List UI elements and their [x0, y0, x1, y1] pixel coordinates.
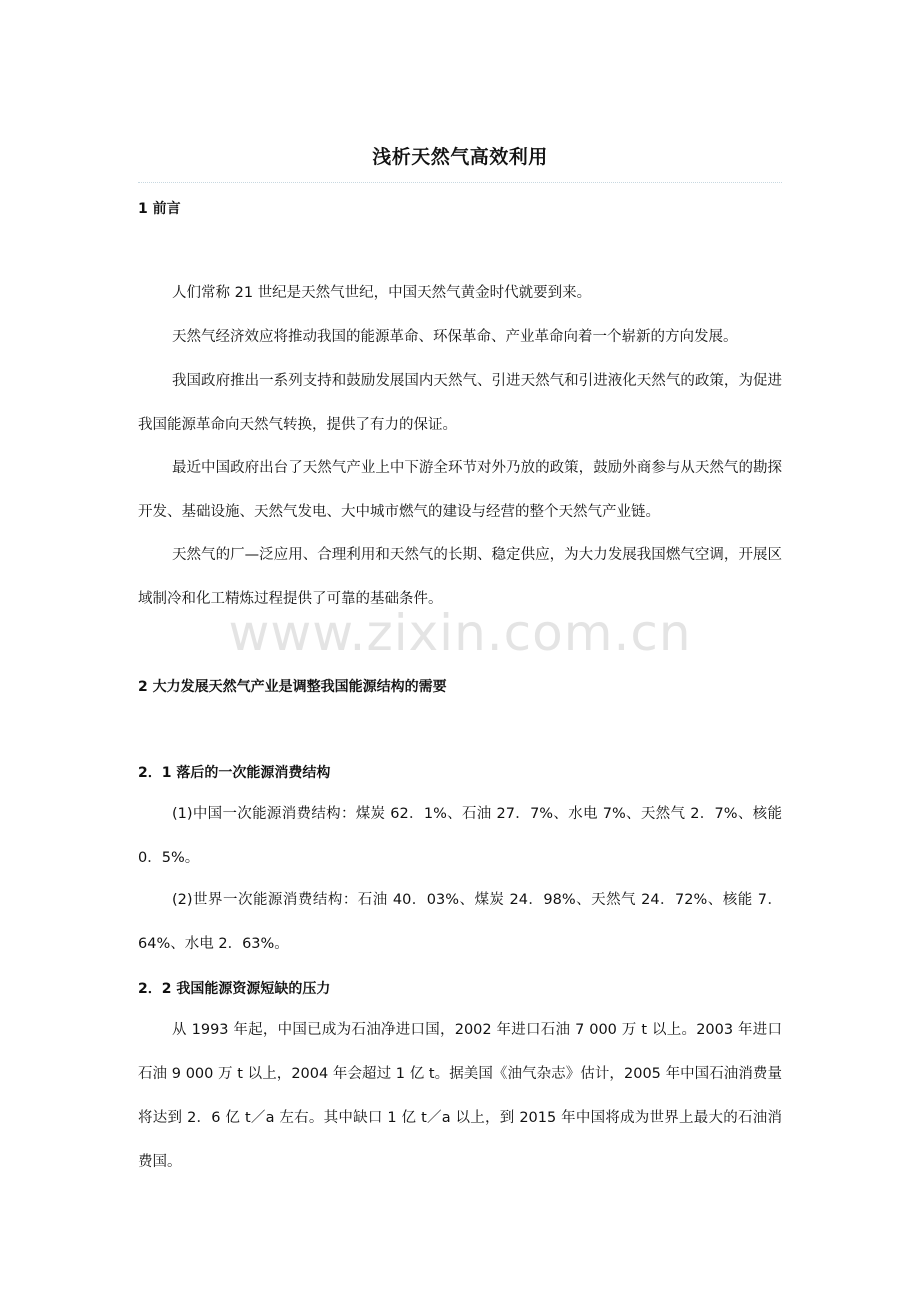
paragraph: 最近中国政府出台了天然气产业上中下游全环节对外乃放的政策，鼓励外商参与从天然气的勘探开发、基础设施、天然气发电、大中城市燃气的建设与经营的整个天然气产业链。 [138, 460, 782, 520]
paragraph: 我国政府推出一系列支持和鼓励发展国内天然气、引进天然气和引进液化天然气的政策，为促进我国能源革命向天然气转换，提供了有力的保证。 [138, 373, 782, 433]
paragraph: 从 1993 年起，中国已成为石油净进口国，2002 年进口石油 7 000 万 t 以上。2003 年进口石油 9 000 万 t 以上，2004 年会超过 1 亿 t。据美国《油气杂志》估计，2005 年中国石油消费量将达到 2．6 亿 t／a 左右。其中缺口 1 亿 t／a 以上，到 2015 年中国将成为世界上最大的石油消费国。 [138, 1022, 782, 1170]
title-divider [138, 182, 782, 183]
paragraph: 天然气经济效应将推动我国的能源革命、环保革命、产业革命向着一个崭新的方向发展。 [172, 329, 738, 345]
watermark-text: www.zixin.com.cn [228, 604, 692, 662]
paragraph: (1)中国一次能源消费结构：煤炭 62．1%、石油 27．7%、水电 7%、天然气 2．7%、核能 0．5%。 [138, 806, 782, 866]
section-heading-1: 1 前言 [138, 201, 181, 217]
paragraph: 人们常称 21 世纪是天然气世纪，中国天然气黄金时代就要到来。 [172, 285, 592, 301]
section-heading-2: 2 大力发展天然气产业是调整我国能源结构的需要 [138, 679, 447, 695]
section-heading-2-2: 2．2 我国能源资源短缺的压力 [138, 981, 331, 997]
document-title: 浅析天然气高效利用 [372, 146, 548, 168]
paragraph: (2)世界一次能源消费结构：石油 40．03%、煤炭 24．98%、天然气 24．72%、核能 7．64%、水电 2．63%。 [138, 892, 782, 952]
paragraph: 天然气的厂—泛应用、合理利用和天然气的长期、稳定供应，为大力发展我国燃气空调，开展区域制冷和化工精炼过程提供了可靠的基础条件。 [138, 547, 782, 607]
section-heading-2-1: 2．1 落后的一次能源消费结构 [138, 765, 331, 781]
